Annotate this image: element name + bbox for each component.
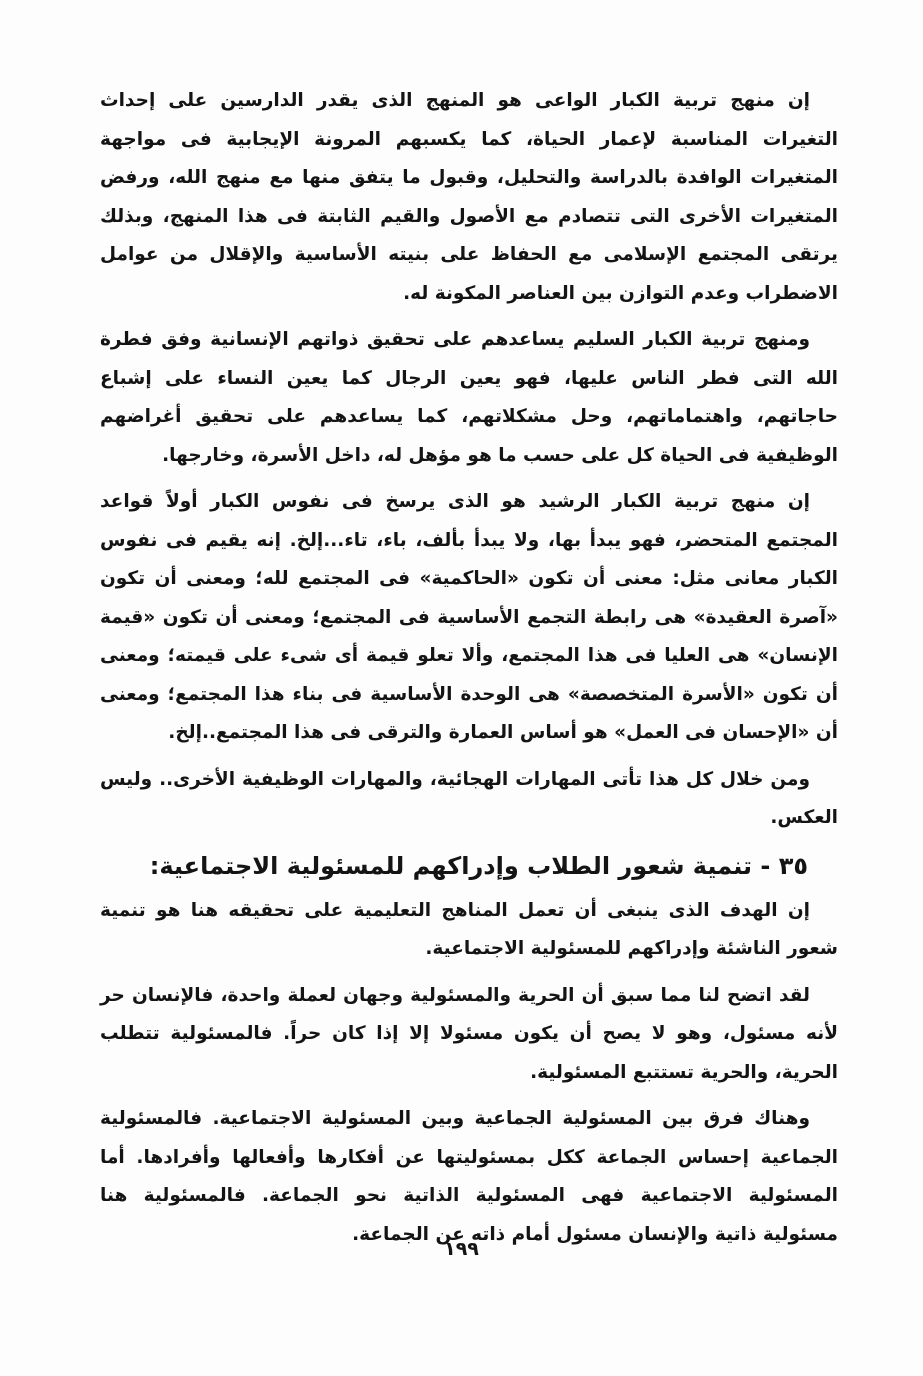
paragraph-goal-social-responsibility: إن الهدف الذى ينبغى أن تعمل المناهج التعليمية على تحقيقه هنا هو تنمية شعور الناشئة وإدراكهم للمسئولية الاجتماعية. <box>100 899 838 959</box>
page-body <box>100 82 838 1262</box>
section-heading: ٣٥ - تنمية شعور الطلاب وإدراكهم للمسئولية الاجتماعية: <box>149 851 808 880</box>
paragraph-adult-curriculum-self-realization: ومنهج تربية الكبار السليم يساعدهم على تحقيق ذواتهم الإنسانية وفق فطرة الله التى فطر الناس عليها، فهو يعين الرجال كما يعين النساء على إشباع حاجاتهم، واهتماماتهم، وحل مشكلاتهم، كما يساعدهم على تحقيق أغراضهم الوظيفية فى الحياة كل على حسب ما هو مؤهل له، داخل الأسرة، وخارجها. <box>100 329 838 466</box>
paragraph-freedom-responsibility: لقد اتضح لنا مما سبق أن الحرية والمسئولية وجهان لعملة واحدة، فالإنسان حر لأنه مسئول، وهو لا يصح أن يكون مسئولا إلا إذا كان حراً. فالمسئولية تتطلب الحرية، والحرية تستتبع المسئولية. <box>100 984 838 1083</box>
paragraph-adult-curriculum-civilized-society: إن منهج تربية الكبار الرشيد هو الذى يرسخ فى نفوس الكبار أولاً قواعد المجتمع المتحضر، فهو يبدأ بها، ولا يبدأ بألف، باء، تاء...إلخ. إنه يقيم فى نفوس الكبار معانى مثل: معنى أن تكون «الحاكمية» فى المجتمع لله؛ ومعنى أن تكون «آصرة العقيدة» هى رابطة التجمع الأساسية فى المجتمع؛ ومعنى أن تكون «قيمة الإنسان» هى العليا فى هذا المجتمع، وألا تعلو قيمة أى شىء على قيمته؛ ومعنى أن تكون «الأسرة المتخصصة» هى الوحدة الأساسية فى بناء هذا المجتمع؛ ومعنى أن «الإحسان فى العمل» هو أساس العمارة والترقى فى هذا المجتمع..إلخ. <box>100 491 838 743</box>
paragraph-literacy-skills: ومن خلال كل هذا تأتى المهارات الهجائية، والمهارات الوظيفية الأخرى.. وليس العكس. <box>100 768 838 828</box>
paragraph-collective-vs-social: وهناك فرق بين المسئولية الجماعية وبين المسئولية الاجتماعية. فالمسئولية الجماعية إحساس الجماعة ككل بمسئوليتها عن أفكارها وأفعالها وأفرادها. أما المسئولية الاجتماعية فهى المسئولية الذاتية نحو الجماعة. فالمسئولية هنا مسئولية ذاتية والإنسان مسئول أمام ذاته عن الجماعة. <box>100 1108 838 1245</box>
page-number: ١٩٩ <box>444 1238 479 1260</box>
paragraph-adult-curriculum-change: إن منهج تربية الكبار الواعى هو المنهج الذى يقدر الدارسين على إحداث التغيرات المناسبة لإعمار الحياة، كما يكسبهم المرونة الإيجابية فى مواجهة المتغيرات الوافدة بالدراسة والتحليل، وقبول ما يتفق منها مع منهج الله، ورفض المتغيرات الأخرى التى تتصادم مع الأصول والقيم الثابتة فى هذا المنهج، وبذلك يرتقى المجتمع الإسلامى مع الحفاظ على بنيته الأساسية والإقلال من عوامل الاضطراب وعدم التوازن بين العناصر المكونة له. <box>100 90 838 304</box>
